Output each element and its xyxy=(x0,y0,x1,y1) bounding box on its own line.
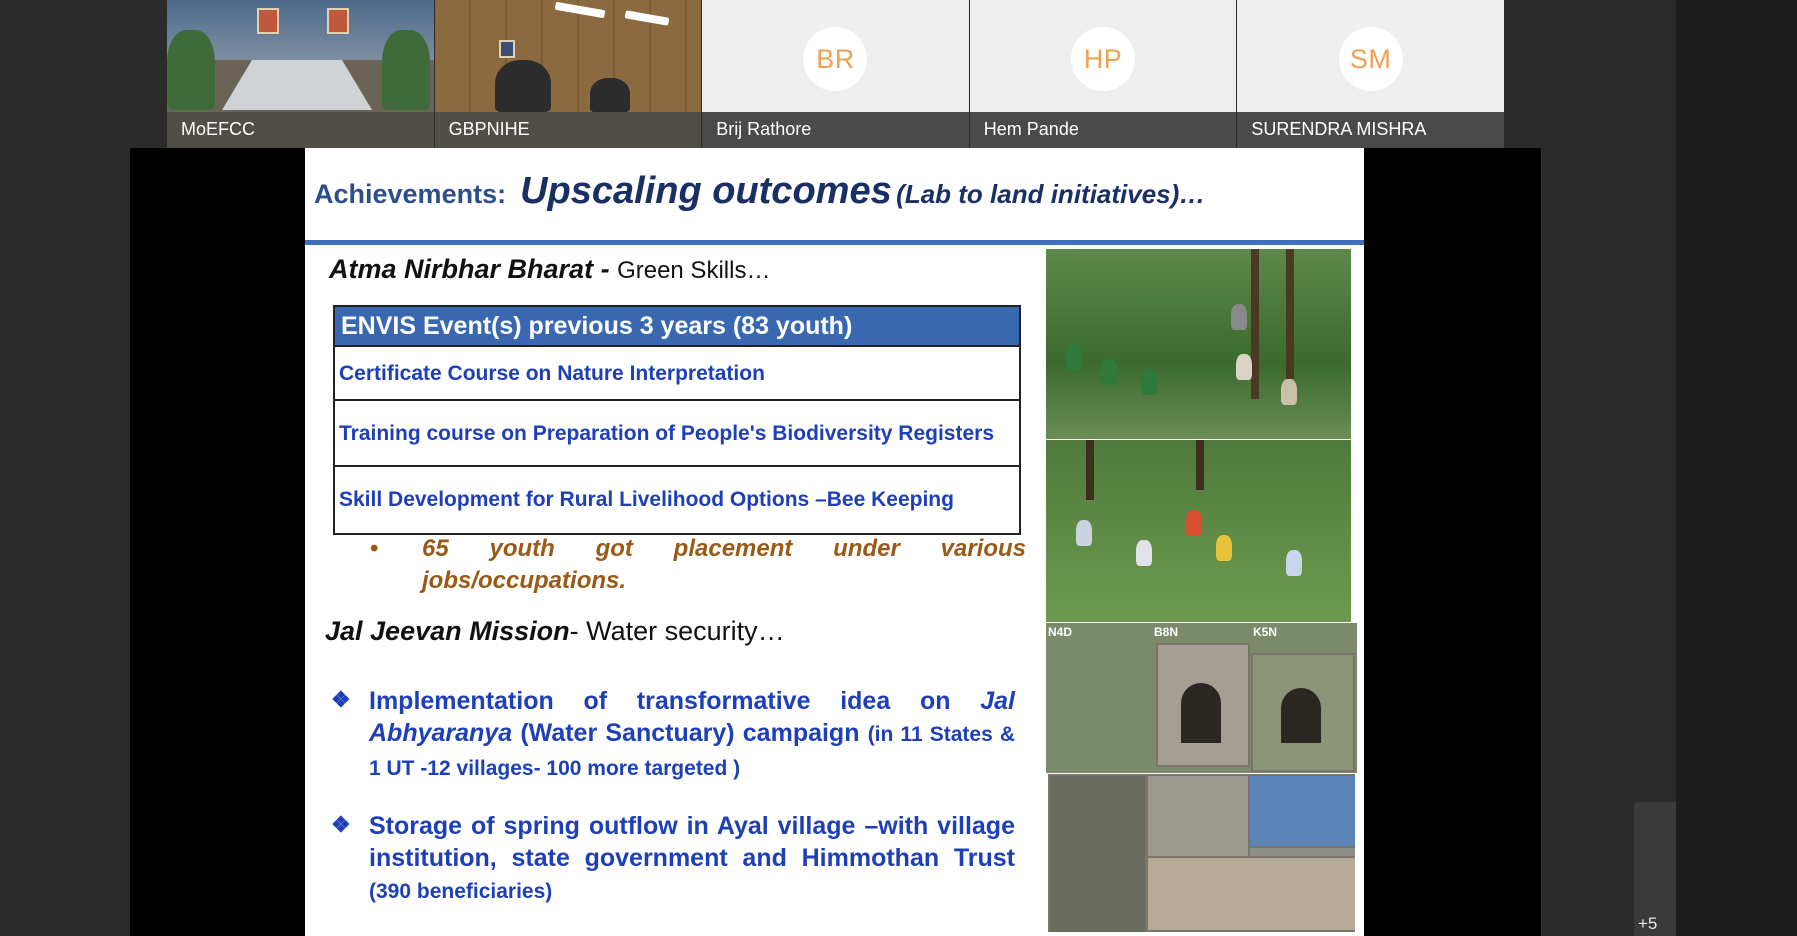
stone-wall xyxy=(1048,774,1147,932)
title-paren: (Lab to land initiatives)… xyxy=(896,179,1206,209)
person xyxy=(1236,354,1252,380)
participant-name: MoEFCC xyxy=(181,119,256,139)
photo-water-storage xyxy=(1048,774,1355,932)
spring-opening xyxy=(1181,683,1221,743)
participant-name: Brij Rathore xyxy=(716,119,812,139)
diamond-bullet-icon: ❖ xyxy=(331,687,351,712)
photo-tag: B8N xyxy=(1154,625,1179,639)
table-row: Training course on Preparation of People's Biodiversity Registers xyxy=(334,400,1020,466)
photo-spring-structures xyxy=(1046,623,1357,773)
wall-portrait xyxy=(257,8,279,34)
photo-nature-training xyxy=(1046,249,1351,439)
point-text: (Water Sanctuary) campaign xyxy=(512,719,868,747)
wall-portrait xyxy=(327,8,349,34)
avatar: HP xyxy=(1071,27,1135,91)
point-note: (390 beneficiaries) xyxy=(369,880,553,903)
person xyxy=(1136,540,1152,566)
slide-title xyxy=(314,170,1205,213)
participant-strip xyxy=(167,0,1504,148)
heading-italic: Jal Jeevan Mission xyxy=(325,616,570,646)
participant-name: GBPNIHE xyxy=(448,119,530,139)
placement-bullet xyxy=(370,533,1026,597)
person xyxy=(1286,550,1302,576)
spring-opening xyxy=(1281,688,1321,743)
plant xyxy=(167,30,215,110)
bullet-marker: • xyxy=(370,535,379,562)
placement-text: 65 youth got placement under various jobs/occupations. xyxy=(422,535,1026,594)
heading-italic: Atma Nirbhar Bharat xyxy=(329,254,594,284)
plant xyxy=(382,30,430,110)
more-participants-count: +5 xyxy=(1638,914,1658,933)
person xyxy=(1141,369,1157,395)
jal-point-implementation xyxy=(331,685,1015,785)
table-header: ENVIS Event(s) previous 3 years (83 youth) xyxy=(334,306,1020,346)
diamond-bullet-icon: ❖ xyxy=(331,812,351,837)
title-main: Upscaling outcomes xyxy=(520,170,892,212)
participant-name: SURENDRA MISHRA xyxy=(1251,119,1427,139)
title-divider xyxy=(305,240,1364,245)
participant-tile-hem-pande[interactable] xyxy=(970,0,1237,148)
section-heading-atma-nirbhar xyxy=(329,254,770,285)
participant-tile-surendra-mishra[interactable] xyxy=(1237,0,1504,148)
jal-point-storage xyxy=(331,810,1015,908)
point-text-italic: Jal Abhyaranya xyxy=(369,687,1015,747)
person xyxy=(590,78,630,112)
person xyxy=(495,60,551,112)
person xyxy=(1076,520,1092,546)
participant-tile-brij-rathore[interactable] xyxy=(702,0,969,148)
heading-rest: - Water security… xyxy=(569,616,785,646)
envis-events-table xyxy=(333,305,1021,535)
conference-table xyxy=(222,60,372,110)
wall-portrait xyxy=(499,40,515,58)
person xyxy=(1216,535,1232,561)
person xyxy=(1231,304,1247,330)
shared-slide xyxy=(305,148,1364,936)
photo-biodiversity-survey xyxy=(1046,440,1351,622)
person xyxy=(1186,510,1202,536)
photo-tag: K5N xyxy=(1253,625,1278,639)
heading-rest: Green Skills… xyxy=(617,257,771,284)
participant-tile-gbpnihe[interactable] xyxy=(435,0,702,148)
person xyxy=(1101,359,1117,385)
point-text: Storage of spring outflow in Ayal village –with village institution, state government and Himmothan Trust xyxy=(369,812,1015,872)
person xyxy=(1066,344,1082,370)
tree-trunk xyxy=(1286,249,1294,379)
stone-wall xyxy=(1146,774,1250,858)
point-note: (in 11 States & 1 UT -12 villages- 100 more targeted ) xyxy=(369,723,1015,780)
tree-trunk xyxy=(1251,249,1259,399)
heading-sep: - xyxy=(593,254,618,284)
section-heading-jal-jeevan xyxy=(325,616,785,647)
table-row: Skill Development for Rural Livelihood Options –Bee Keeping xyxy=(334,466,1020,534)
tree-trunk xyxy=(1196,440,1204,490)
title-prefix: Achievements: xyxy=(314,179,507,209)
person xyxy=(1281,379,1297,405)
hillside-view xyxy=(1248,774,1355,848)
participant-name: Hem Pande xyxy=(983,119,1079,139)
participant-tile-moefcc[interactable] xyxy=(167,0,434,148)
water-tank xyxy=(1146,856,1355,932)
point-text: Implementation of transformative idea on xyxy=(369,687,981,715)
photo-tag: N4D xyxy=(1048,625,1073,639)
avatar: BR xyxy=(803,27,867,91)
right-side-panel xyxy=(1676,0,1797,936)
table-row: Certificate Course on Nature Interpretation xyxy=(334,346,1020,400)
tree-trunk xyxy=(1086,440,1094,500)
avatar: SM xyxy=(1339,27,1403,91)
